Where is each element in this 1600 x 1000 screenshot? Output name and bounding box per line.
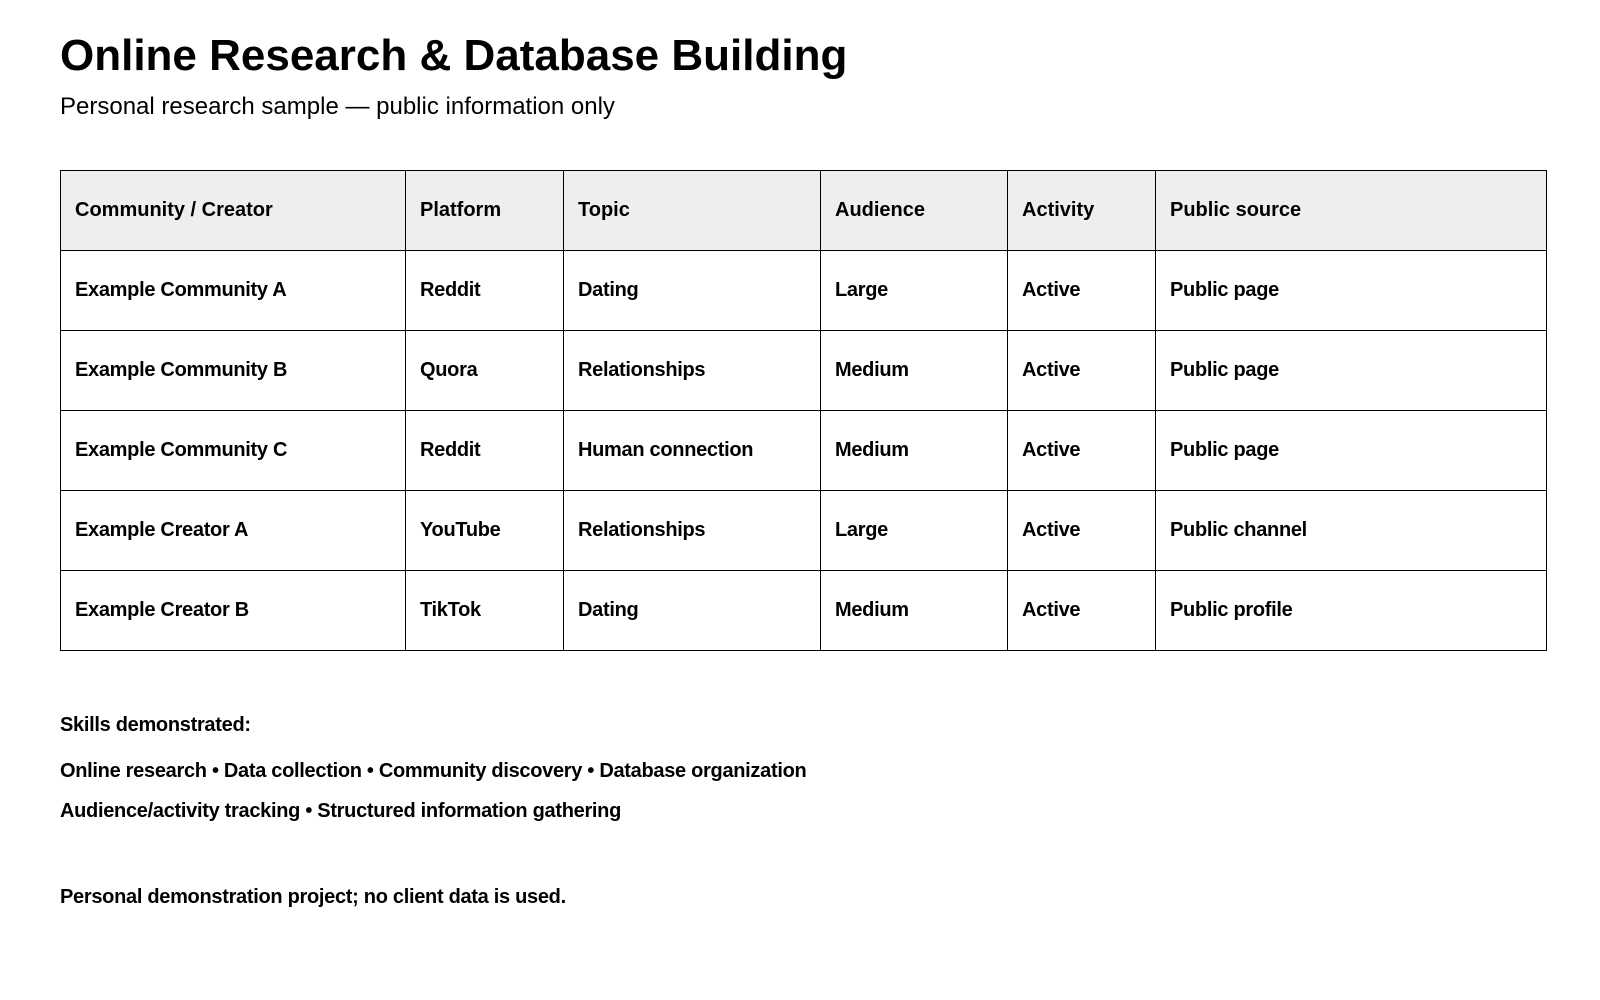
- cell-community-creator: Example Community C: [61, 411, 406, 491]
- cell-topic: Dating: [564, 571, 821, 651]
- table-row: [61, 331, 1547, 411]
- cell-audience: Medium: [821, 411, 1008, 491]
- table-header-row: [61, 171, 1547, 251]
- column-header-activity: Activity: [1008, 171, 1156, 251]
- cell-audience: Large: [821, 491, 1008, 571]
- cell-activity: Active: [1008, 491, 1156, 571]
- cell-activity: Active: [1008, 411, 1156, 491]
- cell-audience: Medium: [821, 571, 1008, 651]
- table-header: [61, 171, 1547, 251]
- column-header-public-source: Public source: [1156, 171, 1547, 251]
- cell-topic: Human connection: [564, 411, 821, 491]
- cell-platform: Reddit: [406, 251, 564, 331]
- page-subtitle: Personal research sample — public information only: [60, 93, 615, 120]
- cell-audience: Medium: [821, 331, 1008, 411]
- cell-topic: Dating: [564, 251, 821, 331]
- page-title: Online Research & Database Building: [60, 31, 848, 80]
- table-body: [61, 251, 1547, 651]
- table-row: [61, 491, 1547, 571]
- skills-line: Audience/activity tracking • Structured information gathering: [60, 800, 622, 822]
- disclaimer-note: Personal demonstration project; no client data is used.: [60, 886, 566, 908]
- cell-activity: Active: [1008, 331, 1156, 411]
- cell-public-source: Public channel: [1156, 491, 1547, 571]
- cell-platform: TikTok: [406, 571, 564, 651]
- cell-public-source: Public page: [1156, 331, 1547, 411]
- cell-public-source: Public profile: [1156, 571, 1547, 651]
- skills-heading: Skills demonstrated:: [60, 714, 251, 736]
- cell-activity: Active: [1008, 571, 1156, 651]
- table-row: [61, 571, 1547, 651]
- cell-community-creator: Example Creator B: [61, 571, 406, 651]
- cell-activity: Active: [1008, 251, 1156, 331]
- skills-line: Online research • Data collection • Community discovery • Database organization: [60, 760, 807, 782]
- column-header-platform: Platform: [406, 171, 564, 251]
- cell-topic: Relationships: [564, 491, 821, 571]
- column-header-audience: Audience: [821, 171, 1008, 251]
- cell-platform: Quora: [406, 331, 564, 411]
- research-table: [60, 170, 1547, 651]
- cell-topic: Relationships: [564, 331, 821, 411]
- cell-community-creator: Example Community A: [61, 251, 406, 331]
- cell-platform: Reddit: [406, 411, 564, 491]
- cell-audience: Large: [821, 251, 1008, 331]
- cell-public-source: Public page: [1156, 411, 1547, 491]
- cell-public-source: Public page: [1156, 251, 1547, 331]
- cell-community-creator: Example Community B: [61, 331, 406, 411]
- table-row: [61, 411, 1547, 491]
- table-row: [61, 251, 1547, 331]
- cell-community-creator: Example Creator A: [61, 491, 406, 571]
- cell-platform: YouTube: [406, 491, 564, 571]
- column-header-community-creator: Community / Creator: [61, 171, 406, 251]
- column-header-topic: Topic: [564, 171, 821, 251]
